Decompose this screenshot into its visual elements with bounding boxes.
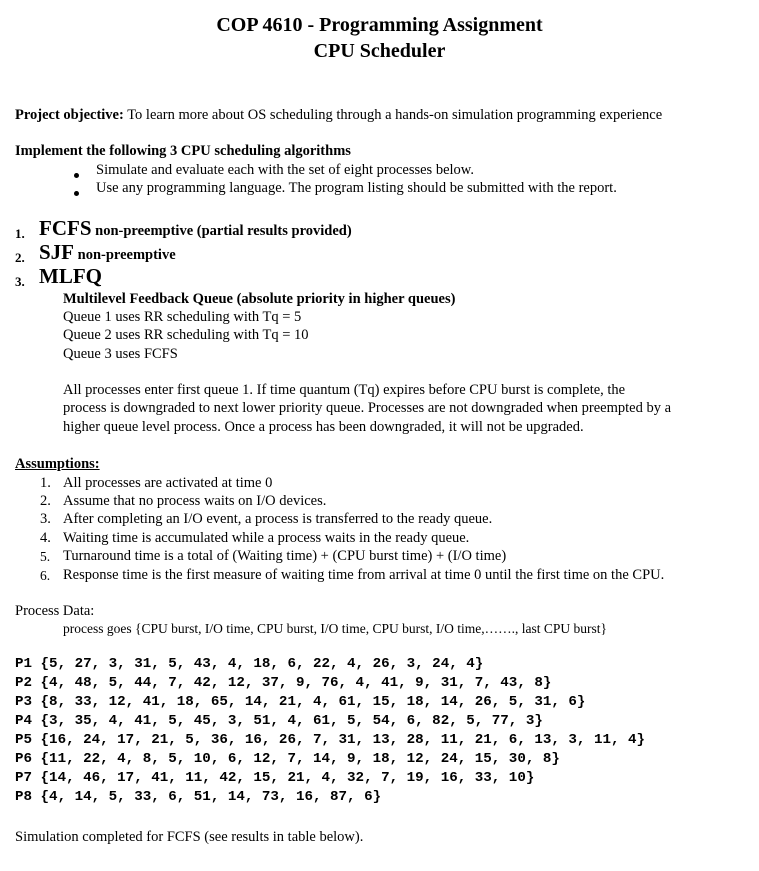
- algorithm-1: [39, 216, 352, 241]
- algorithm-3-number: 3.: [15, 274, 25, 289]
- document-title-line2: CPU Scheduler: [313, 40, 446, 62]
- algorithm-1-note: non-preemptive (partial results provided): [91, 223, 352, 239]
- assumption-2-text: Assume that no process waits on I/O devices.: [63, 493, 327, 509]
- assumption-4-text: Waiting time is accumulated while a process waits in the ready queue.: [63, 530, 470, 546]
- implement-heading: Implement the following 3 CPU scheduling algorithms: [15, 143, 351, 159]
- assumption-1-number: 1.: [40, 475, 51, 491]
- assumption-6-number: 6.: [40, 568, 51, 583]
- algorithm-1-name: FCFS: [39, 216, 92, 240]
- mlfq-paragraph-line-1: All processes enter first queue 1. If time quantum (Tq) expires before CPU burst is complete, the: [63, 382, 626, 398]
- bullet-dot-icon: [74, 185, 79, 202]
- process-p4: P4 {3, 35, 4, 41, 5, 45, 3, 51, 4, 61, 5, 54, 6, 82, 5, 77, 3}: [15, 713, 543, 729]
- assumption-1-text: All processes are activated at time 0: [63, 475, 273, 491]
- mlfq-queue-1: Queue 1 uses RR scheduling with Tq = 5: [63, 309, 302, 325]
- simulation-note: Simulation completed for FCFS (see results in table below).: [15, 829, 364, 845]
- bullet-dot-icon: [74, 167, 79, 184]
- objective-text: To learn more about OS scheduling through a hands-on simulation programming experience: [123, 107, 663, 123]
- mlfq-paragraph-line-2: process is downgraded to next lower priority queue. Processes are not downgraded when preempted by a: [63, 400, 672, 416]
- mlfq-queue-2: Queue 2 uses RR scheduling with Tq = 10: [63, 327, 309, 343]
- implement-bullet-1: Simulate and evaluate each with the set of eight processes below.: [96, 162, 474, 178]
- project-objective: [15, 107, 662, 124]
- assumption-5-number: 5.: [40, 549, 51, 564]
- process-p6: P6 {11, 22, 4, 8, 5, 10, 6, 12, 7, 14, 9, 18, 12, 24, 15, 30, 8}: [15, 751, 560, 767]
- assumption-2-number: 2.: [40, 493, 51, 509]
- mlfq-paragraph-line-3: higher queue level process. Once a process has been downgraded, it will not be upgraded.: [63, 419, 584, 435]
- process-p3: P3 {8, 33, 12, 41, 18, 65, 14, 21, 4, 61, 15, 18, 14, 26, 5, 31, 6}: [15, 694, 586, 710]
- assumption-4-number: 4.: [40, 530, 51, 546]
- process-p2: P2 {4, 48, 5, 44, 7, 42, 12, 37, 9, 76, 4, 41, 9, 31, 7, 43, 8}: [15, 675, 552, 691]
- process-p7: P7 {14, 46, 17, 41, 11, 42, 15, 21, 4, 32, 7, 19, 16, 33, 10}: [15, 770, 535, 786]
- assumption-3-number: 3.: [40, 511, 51, 527]
- algorithm-3: [39, 264, 102, 289]
- process-data-format: process goes {CPU burst, I/O time, CPU burst, I/O time, CPU burst, I/O time,……., last CPU burst}: [63, 621, 607, 636]
- algorithm-2-number: 2.: [15, 250, 25, 265]
- assumption-5-text: Turnaround time is a total of (Waiting time) + (CPU burst time) + (I/O time): [63, 548, 507, 564]
- mlfq-queue-3: Queue 3 uses FCFS: [63, 346, 178, 362]
- algorithm-2: [39, 240, 176, 265]
- algorithm-1-number: 1.: [15, 226, 25, 241]
- algorithm-2-note: non-preemptive: [74, 247, 176, 263]
- implement-bullet-2: Use any programming language. The program listing should be submitted with the report.: [96, 180, 617, 196]
- process-data-label: Process Data:: [15, 603, 95, 619]
- process-p8: P8 {4, 14, 5, 33, 6, 51, 14, 73, 16, 87, 6}: [15, 789, 382, 805]
- assumptions-heading: Assumptions:: [15, 456, 100, 472]
- process-p1: P1 {5, 27, 3, 31, 5, 43, 4, 18, 6, 22, 4, 26, 3, 24, 4}: [15, 656, 484, 672]
- objective-label: Project objective:: [15, 107, 124, 123]
- algorithm-3-name: MLFQ: [39, 264, 102, 288]
- document-title-line1: COP 4610 - Programming Assignment: [216, 14, 543, 36]
- assumption-3-text: After completing an I/O event, a process is transferred to the ready queue.: [63, 511, 493, 527]
- assumption-6-text: Response time is the first measure of waiting time from arrival at time 0 until the first time on the CPU.: [63, 567, 665, 583]
- process-p5: P5 {16, 24, 17, 21, 5, 36, 16, 26, 7, 31, 13, 28, 11, 21, 6, 13, 3, 11, 4}: [15, 732, 646, 748]
- mlfq-heading: Multilevel Feedback Queue (absolute priority in higher queues): [63, 291, 456, 307]
- algorithm-2-name: SJF: [39, 240, 75, 264]
